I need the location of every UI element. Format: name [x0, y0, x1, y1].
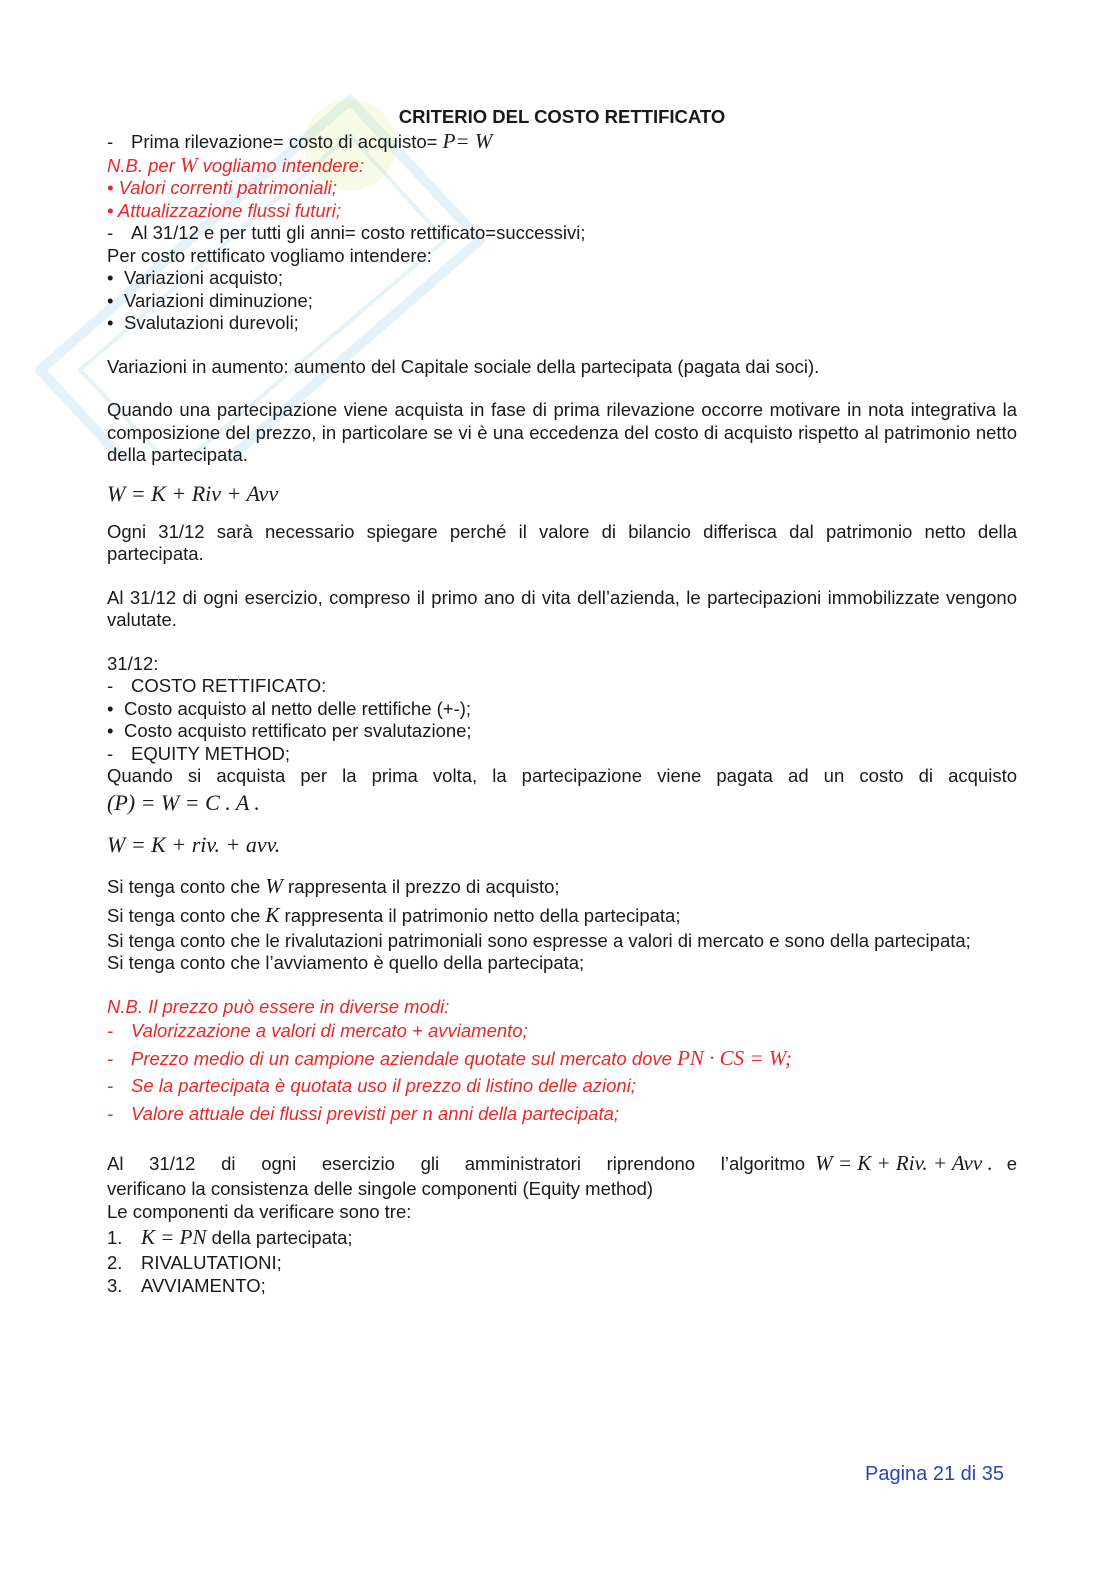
list-item: • Costo acquisto rettificato per svalutazione; [107, 720, 472, 741]
nb-note-1: N.B. per W vogliamo intendere: [107, 152, 365, 177]
si-tenga-rivalutazioni: Si tenga conto che le rivalutazioni patrimoniali sono espresse a valori di mercato e sono della partecipata; [107, 929, 971, 951]
final-line-1: Al 31/12 di ogni esercizio gli amministratori riprendono l’algoritmo W = K + Riv. + Avv . e [107, 1151, 1017, 1175]
list-item: • Svalutazioni durevoli; [107, 312, 299, 333]
nb-item: - Se la partecipata è quotata uso il prezzo di listino delle azioni; [107, 1075, 636, 1096]
paragraph-aumento: Variazioni in aumento: aumento del Capitale sociale della partecipata (pagata dai soci). [107, 355, 820, 377]
numbered-item: 1. K = PN della partecipata; [107, 1225, 353, 1249]
al-3112-line: - Al 31/12 e per tutti gli anni= costo rettificato=successivi; [107, 222, 586, 243]
paragraph-quando: Quando una partecipazione viene acquista in fase di prima rilevazione occorre motivare in nota integrativa la composizione del prezzo, in particolare se vi è una eccedenza del costo di acquisto rispetto al patrimonio netto della partecipata. [107, 399, 1017, 465]
paragraph-al-3112: Al 31/12 di ogni esercizio, compreso il primo ano di vita dell’azienda, le partecipazioni immobilizzate vengono valutate. [107, 586, 1017, 630]
list-item: • Costo acquisto al netto delle rettifiche (+-); [107, 697, 472, 719]
per-costo-line: Per costo rettificato vogliamo intendere: [107, 244, 432, 266]
prima-rilevazione-line: - Prima rilevazione= costo di acquisto= P= W [107, 129, 493, 153]
si-tenga-avviamento: Si tenga conto che l’avviamento è quello della partecipata; [107, 952, 585, 973]
math-k-pn: K = PN [141, 1225, 207, 1249]
page-title: CRITERIO DEL COSTO RETTIFICATO [398, 106, 726, 127]
final-line-2: verificano la consistenza delle singole componenti (Equity method) [107, 1178, 654, 1199]
si-tenga-w: Si tenga conto che W rappresenta il prezzo di acquisto; [107, 873, 560, 898]
nb-item: - Valorizzazione a valori di mercato + avviamento; [107, 1020, 528, 1041]
math-w: W [265, 873, 283, 898]
formula-w-k-riv-avv-2: W = K + riv. + avv. [107, 831, 281, 857]
si-tenga-k: Si tenga conto che K rappresenta il patrimonio netto della partecipata; [107, 902, 681, 927]
document-page [107, 104, 1017, 1297]
nb-bullet: • Valori correnti patrimoniali; [107, 177, 337, 198]
math-p-w-ca: (P) = W = C . A . [107, 789, 260, 815]
math-p-equals-w: P= W [442, 129, 493, 153]
math-algorithm: W = K + Riv. + Avv . [815, 1151, 993, 1175]
dash-bullet: - [107, 222, 114, 243]
dash-bullet: - [107, 131, 114, 152]
costo-rettificato-line: - COSTO RETTIFICATO: [107, 675, 327, 696]
numbered-item: 3. AVVIAMENTO; [107, 1274, 266, 1296]
section-3112-label: 31/12: [107, 652, 159, 674]
nb-note-2-title: N.B. Il prezzo può essere in diverse modi: [107, 995, 450, 1017]
page-number: Pagina 21 di 35 [864, 1463, 1004, 1485]
list-item: • Variazioni acquisto; [107, 267, 284, 288]
math-w: W [180, 152, 198, 177]
nb-item: - Prezzo medio di un campione aziendale quotate sul mercato dove PN · CS = W; [107, 1046, 792, 1070]
math-pn-cs-w: PN · CS = W; [677, 1046, 792, 1070]
final-line-3: Le componenti da verificare sono tre: [107, 1200, 412, 1222]
math-n: n [422, 1101, 433, 1125]
nb-item: - Valore attuale dei flussi previsti per n anni della partecipata; [107, 1101, 620, 1125]
math-k: K [265, 902, 280, 927]
paragraph-ogni: Ogni 31/12 sarà necessario spiegare perché il valore di bilancio differisca dal patrimonio netto della partecipata. [107, 520, 1017, 564]
paragraph-prima-volta: Quando si acquista per la prima volta, la partecipazione viene pagata ad un costo di acquisto [107, 765, 1017, 786]
equity-method-line: - EQUITY METHOD; [107, 742, 290, 764]
nb-bullet: • Attualizzazione flussi futuri; [107, 199, 342, 221]
numbered-item: 2. RIVALUTATIONI; [107, 1252, 282, 1273]
formula-w-k-riv-avv: W = K + Riv + Avv [107, 480, 279, 506]
list-item: • Variazioni diminuzione; [107, 289, 313, 311]
